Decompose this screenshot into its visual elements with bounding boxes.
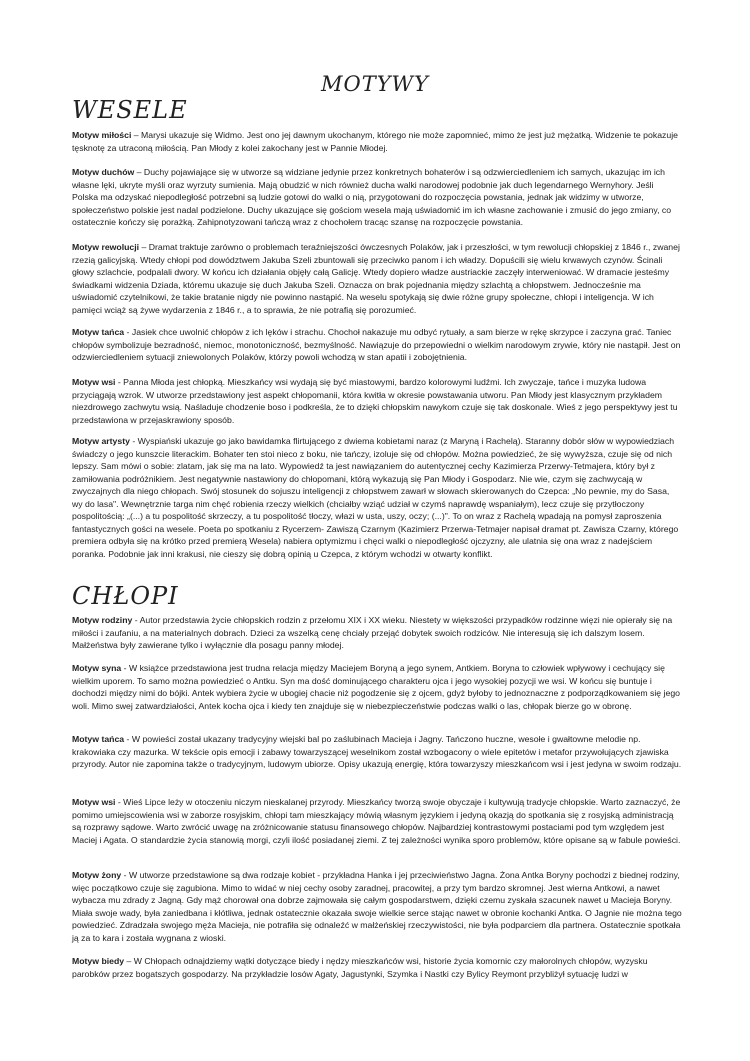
paragraph-label: Motyw wsi [72, 377, 116, 387]
paragraph [72, 241, 682, 316]
paragraph [72, 376, 682, 426]
paragraph [72, 129, 682, 154]
paragraph [72, 869, 682, 944]
paragraph [72, 614, 682, 652]
paragraph-text: - Panna Młoda jest chłopką. Mieszkańcy wsi wydają się być miastowymi, bardzo kolorowymi ludźmi. Ich zwyczaje, tańce i muzyka ludowa przyciągają wzrok. W utworze przedstawiony jest aspekt chłopomanii, która kwitła w okresie powstawania utworu. Pan Młody jest klasycznym przykładem niezdrowego zachwytu wsią. Naśladuje chodzenie boso i podkreśla, że to dzięki chłopskim nawykom czuje się tak doskonale. Wieś z jego perspektywy jest tu przedstawiona w przejaskrawiony sposób. [72, 377, 678, 425]
paragraph-label: Motyw artysty [72, 436, 130, 446]
paragraph-text: - Wyspiański ukazuje go jako bawidamka flirtującego z dwiema kobietami naraz (z Maryną i Rachelą). Staranny dobór słów w wypowiedziach świadczy o jego kunszcie literackim. Bohater ten stoi nieco z boku, nie tańczy, izoluje się od chłopów. Można powiedzieć, że się wywyższa, czuje się od nich lepszy. Sam mówi o sobie: zlatam, jak się ma na lato. Wypowiedź ta jest nawiązaniem do autentycznej cechy Kazimierza Przerwy-Tetmajera, który był z zamiłowania podróżnikiem. Jest negatywnie nastawiony do chłopomani, którą wykazują się Pan Młody i Gospodarz. Nie wie, czym się zachwycają w zwyczajnych dla niego chłopach. Swój stosunek do sojuszu inteligencji z chłopstwem zawarł w słowach skierowanych do Czepca: „No pewnie, my do Sasa, wy do lasa". Wewnętrznie targa nim chęć robienia rzeczy wielkich (chciałby wziąć udział w czymś naprawdę wspaniałym), lecz czuje się przytłoczony pospolitością: „(...) a tu pospolitość skrzeczy, a tu pospolitość tłoczy, włazi w usta, uszy, oczy; (...)". To on wraz z Rachelą wpadają na pomysł zaproszenia fantastycznych gości na wesele. Poeta po spotkaniu z Rycerzem- Zawiszą Czarnym (Kazimierz Przerwa-Tetmajer napisał dramat pt. Zawisza Czarny, którego premiera odbyła się na krótko przed premierą Wesela) nabiera optymizmu i chęci walki o niepodległość ojczyzny, ale ulatnia się ona wraz z nadejściem poranka. Podobnie jak inni krakusi, nie cieszy się dobrą opinią u Czepca, z którym wchodzi w otwarty konflikt. [72, 436, 679, 559]
paragraph-text: - Wieś Lipce leży w otoczeniu niczym nieskalanej przyrody. Mieszkańcy tworzą swoje obyczaje i kultywują tradycje chłopskie. Warto zaznaczyć, że pomimo umiejscowienia wsi w zaborze rosyjskim, chłopi tam mieszkający mówią własnym językiem i jedyną okazją do spotkania się z rosyjską administracją są rozprawy sądowe. Warto zwrócić uwagę na zróżnicowanie statusu finansowego chłopów. Najbardziej kontrastowymi postaciami pod tym względem jest Maciej i Agata. O standardzie życia stanowią morgi, czyli ilość posiadanej ziemi. Z tej zależności wynika sporo problemów, które opisane są w fabule powieści. [72, 797, 681, 845]
paragraph [72, 733, 682, 771]
paragraph [72, 326, 682, 364]
paragraph-text: – Duchy pojawiające się w utworze są widziane jedynie przez konkretnych bohaterów i są odzwierciedleniem ich samych, ukazując im ich własne lęki, ukryte myśli oraz wyrzuty sumienia. Mają obudzić w nich również ducha walki narodowej podobnie jak duch legendarnego Wernyhory. Jeśli Polska ma odzyskać niepodległość potrzebni są ludzie gotowi do walki o nią, przygotowani do rozpoczęcia powstania, jednak jak widzimy w utworze, społeczeństwo polskie jest nadal podzielone. Duchy ukazujące się gościom wesela mają uświadomić im ich własne zachowanie i zmusić do jego zmiany, co ostatecznie kończy się porażką. Zahipnotyzowani tańczą wraz z chochołem tracąc szansę na rozpoczęcie powstania. [72, 167, 672, 227]
paragraph-label: Motyw wsi [72, 797, 116, 807]
paragraph-text: – Dramat traktuje zarówno o problemach teraźniejszości ówczesnych Polaków, jak i przeszłości, w tym rewolucji chłopskiej z 1846 r., zwanej rzezią galicyjską. Wtedy chłopi pod dowództwem Jakuba Szeli zbuntowali się przeciwko panom i ich władzy. Dopuścili się wielu krwawych czynów. Ścinali głowy szlachcie, podpalali dwory. W końcu ich działania objęły całą Galicję. Wtedy dopiero władze austriackie zaczęły interweniować. W dramacie jesteśmy świadkami widzenia Dziada, któremu ukazuje się duch Jakuba Szeli. Oznacza on brak pojednania między szlachtą a chłopstwem. Jednocześnie ma uświadomić czytelnikowi, że takie bratanie nigdy nie powinno nastąpić. Na weselu spotykają się dwie różne grupy społeczne, chłopi i inteligencja. W ich pamięci wciąż są żywe wydarzenia z 1846 r., a to sprawia, że nie potrafią się porozumieć. [72, 242, 680, 315]
paragraph [72, 435, 682, 560]
paragraph [72, 166, 682, 229]
section-heading-chlopi: CHŁOPI [72, 582, 179, 610]
paragraph-text: - W książce przedstawiona jest trudna relacja między Maciejem Boryną a jego synem, Antkiem. Boryna to człowiek wpływowy i cechujący się wielkim uporem. To samo można powiedzieć o Antku. Syn ma dość dominującego charakteru ojca i jego wysokiej pozycji we wsi. W końcu się buntuje i dochodzi między nimi do bójki. Antek wybiera życie w ubogiej chacie niż pogodzenie się z ojcem, gdyż byłoby to jednoznaczne z podporządkowaniem się jego woli. Mimo swej zatwardziałości, Antek kocha ojca i kiedy ten znajduje się w niebezpieczeństwie podczas walki o las, chłopak bierze go w obronę. [72, 663, 680, 711]
paragraph-label: Motyw miłości [72, 130, 132, 140]
paragraph-label: Motyw duchów [72, 167, 135, 177]
paragraph [72, 955, 682, 980]
paragraph-text: - Autor przedstawia życie chłopskich rodzin z przełomu XIX i XX wieku. Niestety w większości przypadków rodzinne więzi nie opierały się na miłości i zaufaniu, a na materialnych dobrach. Dzieci za wszelką cenę chciały przejąć dobytek swoich rodziców. Nie interesują się ich dalszym losem. Małżeństwa były zawierane tylko i wyłącznie dla posagu panny młodej. [72, 615, 673, 650]
paragraph [72, 796, 682, 846]
paragraph-label: Motyw tańca [72, 734, 125, 744]
paragraph-text: – W Chłopach odnajdziemy wątki dotyczące biedy i nędzy mieszkańców wsi, historie życia komornic czy małorolnych chłopów, wyzysku parobków przez bogatszych gospodarzy. Na przykładzie losów Agaty, Jagustynki, Szymka i Nastki czy Bylicy Reymont przybliżył sytuację ludzi w [72, 956, 648, 979]
section-heading-wesele: WESELE [72, 96, 188, 124]
paragraph-text: - W powieści został ukazany tradycyjny wiejski bal po zaślubinach Macieja i Jagny. Tańczono huczne, wesołe i gwałtowne melodie np. krakowiaka czy mazurka. W tekście opis emocji i zabawy towarzyszącej weselnikom został wzbogacony o wiele epitetów i metafor przywołujących zjawiska przyrody. Autor nie zapomina także o tradycyjnym, ludowym ubiorze. Opisy ukazują energię, która towarzyszy mieszkańcom wsi i jest jedyna w swoim rodzaju. [72, 734, 682, 769]
paragraph-label: Motyw żony [72, 870, 122, 880]
paragraph-label: Motyw biedy [72, 956, 125, 966]
paragraph-label: Motyw rodziny [72, 615, 133, 625]
document-title: MOTYWY [320, 72, 430, 96]
paragraph-text: - W utworze przedstawione są dwa rodzaje kobiet - przykładna Hanka i jej przeciwieństwo Jagna. Żona Antka Boryny pochodzi z biednej rodziny, więc początkowo czuje się zagubiona. Mimo to widać w niej cechy osoby zaradnej, pracowitej, a przy tym bardzo skromnej. Jest wierna Antkowi, a nawet wybacza mu zdrady z Jagną. Gdy mąż chorował ona dobrze zajmowała się całym gospodarstwem, dzięki czemu zyskała szacunek nawet u Macieja Boryny. Miała swoje wady, była zaniedbana i kłótliwa, jednak ostatecznie okazała swoje wielkie serce stając nawet w obronie kochanki Antka. O Jagnie nie można tego powiedzieć. Zdradzała swojego męża Macieja, nie potrafiła się odnaleźć w małżeńskiej rzeczywistości, nie była podparciem dla partnera. Ostatecznie spotkała ją za to kara i została wygnana z wioski. [72, 870, 682, 943]
paragraph-text: - Jasiek chce uwolnić chłopów z ich lęków i strachu. Chochoł nakazuje mu odbyć rytuały, a sam bierze w rękę skrzypce i zaczyna grać. Taniec chłopów symbolizuje bezradność, niemoc, monotoniczność, bezmyślność. Nawiązuje do przepowiedni o wielkim narodowym zrywie, który nie nastąpił. Jest on odzwierciedleniem sytuacji zniewolonych Polaków, którzy powoli wchodzą w stan apatii i zobojętnienia. [72, 327, 681, 362]
paragraph-label: Motyw tańca [72, 327, 125, 337]
paragraph-label: Motyw rewolucji [72, 242, 140, 252]
paragraph-text: – Marysi ukazuje się Widmo. Jest ono jej dawnym ukochanym, którego nie może zapomnieć, mimo że jest już mężatką. Widzenie te pokazuje tęsknotę za utraconą miłością. Pan Młody z kolei zakochany jest w Pannie Młodej. [72, 130, 678, 153]
paragraph-label: Motyw syna [72, 663, 122, 673]
paragraph [72, 662, 682, 712]
